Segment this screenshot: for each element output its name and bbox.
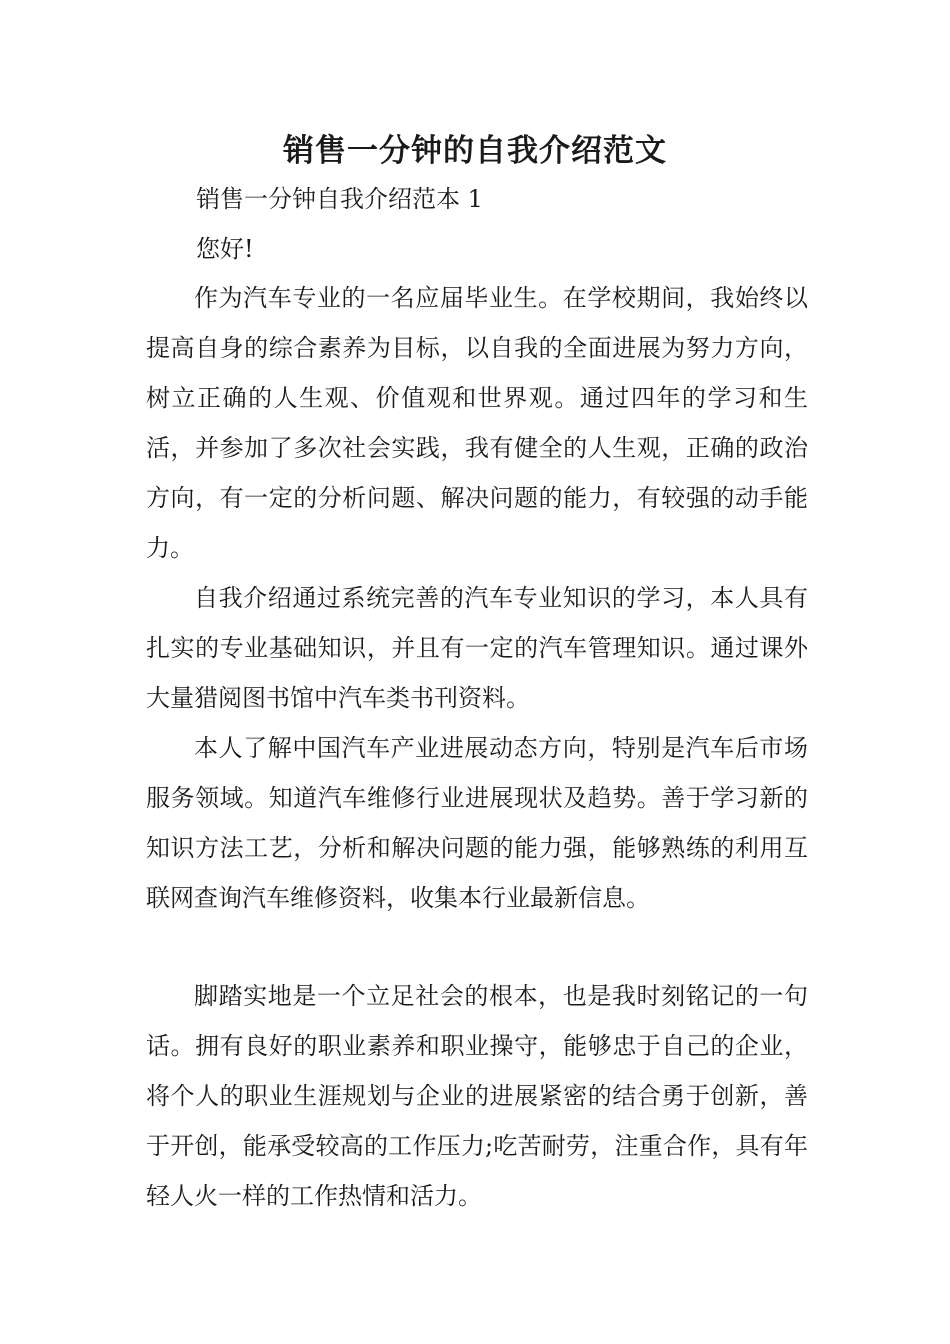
paragraph-2: 自我介绍通过系统完善的汽车专业知识的学习，本人具有扎实的专业基础知识，并且有一定的汽车管理知识。通过课外大量猎阅图书馆中汽车类书刊资料。	[146, 584, 808, 712]
document-subtitle: 销售一分钟自我介绍范本 1	[196, 185, 483, 213]
greeting: 您好!	[196, 235, 254, 263]
document-title: 销售一分钟的自我介绍范文	[283, 133, 667, 169]
paragraph-3: 本人了解中国汽车产业进展动态方向，特别是汽车后市场服务领域。知道汽车维修行业进展现状及趋势。善于学习新的知识方法工艺，分析和解决问题的能力强，能够熟练的利用互联网查询汽车维修资料，收集本行业最新信息。	[146, 734, 808, 912]
paragraph-1: 作为汽车专业的一名应届毕业生。在学校期间，我始终以提高自身的综合素养为目标，以自我的全面进展为努力方向，树立正确的人生观、价值观和世界观。通过四年的学习和生活，并参加了多次社会实践，我有健全的人生观，正确的政治方向，有一定的分析问题、解决问题的能力，有较强的动手能力。	[146, 284, 808, 562]
paragraph-4: 脚踏实地是一个立足社会的根本，也是我时刻铭记的一句话。拥有良好的职业素养和职业操守，能够忠于自己的企业，将个人的职业生涯规划与企业的进展紧密的结合勇于创新，善于开创，能承受较高的工作压力;吃苦耐劳，注重合作，具有年轻人火一样的工作热情和活力。	[146, 982, 808, 1210]
